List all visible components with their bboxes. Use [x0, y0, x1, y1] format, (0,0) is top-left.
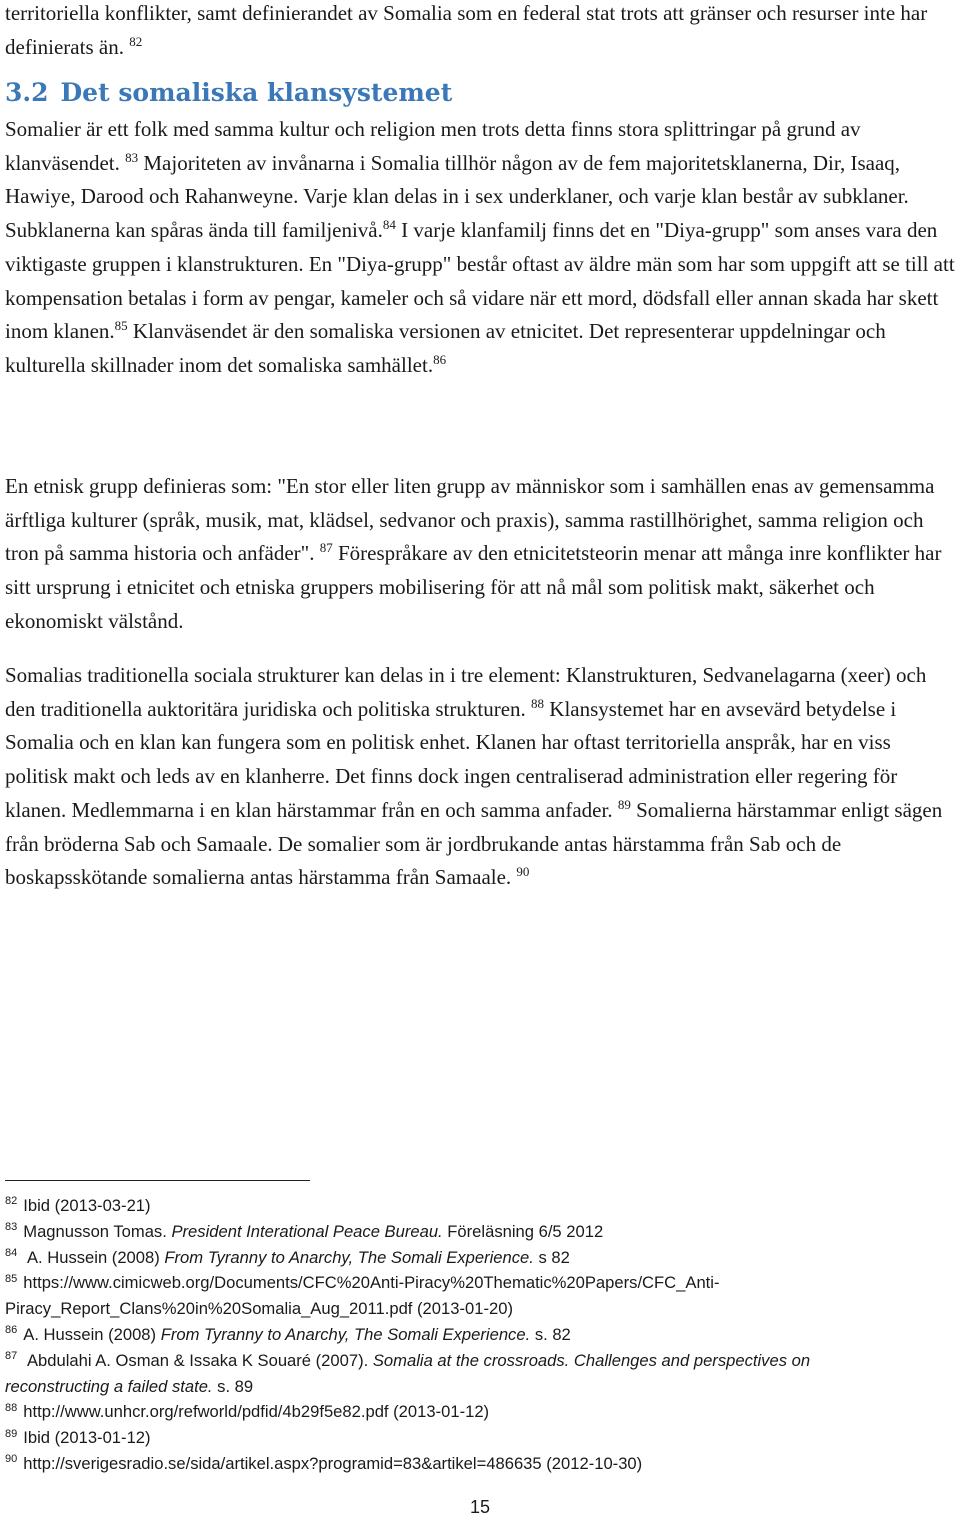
clan-system-paragraph: Somalier är ett folk med samma kultur och religion men trots detta finns stora splittringar på grund av klanväsendet. $^{83}$ Majoriteten av invånarna i Somalia tillhör någon av de fem majoritetsklanerna, Dir, Isaaq, Hawiye, Darood och Rahanweyne. Varje klan delas in i sex underklaner, och varje klan består av subklaner. Subklanerna kan spåras ända till familjenivå.$^{84}$ I varje klanfamilj finns det en "Diya-grupp" som anses vara den viktigaste gruppen i klanstrukturen. En "Diya-grupp" består oftast av äldre män som har som uppgift att se till att kompensation betalas i form av pengar, kameler och så vidare när ett mord, dödsfall eller annan skada har skett inom klanen.$^{85}$ Klanväsendet är den somaliska versionen av etnicitet. Det representerar uppdelningar och kulturella skillnader inom det somaliska samhället.$^{86}$ [5, 117, 955, 377]
footnote-ref-87[interactable]: 87 [319, 540, 333, 556]
footnote-85-link-cont[interactable]: Piracy_Report_Clans%20in%20Somalia_Aug_2011.pdf (2013-01-20) [5, 1299, 513, 1319]
footnote-ref-88[interactable]: 88 [531, 695, 545, 711]
footnote-90-link[interactable]: http://sverigesradio.se/sida/artikel.aspx?programid=83&artikel=486635 (2012-10-30) [23, 1453, 643, 1473]
intro-paragraph: territoriella konflikter, samt definierandet av Somalia som en federal stat trots att gränser och resurser inte har definierats än. $^{82}$ [5, 1, 928, 59]
ethnic-group-paragraph: En etnisk grupp definieras som: "En stor eller liten grupp av människor som i samhällen enas av gemensamma ärftliga kulturer (språk, musik, mat, klädsel, sedvanor och praxis), samma rastillhörighet, samma religion och tron på samma historia och anfäder". $^{87}$ Förespråkare av den etnicitetsteorin menar att många inre konflikter har sitt ursprung i etnicitet och etniska gruppers mobilisering för att nå mål som politisk makt, säkerhet och ekonomiskt välstånd. [5, 474, 942, 633]
footnotes [5, 1193, 955, 1477]
footnote-83: $^{83}$ Magnusson Tomas. President Interational Peace Bureau. Föreläsning 6/5 2012 [5, 1221, 604, 1241]
footnote-ref-83[interactable]: 83 [125, 149, 139, 165]
footnote-85: $^{85}$ https://www.cimicweb.org/Documents/CFC%20Anti-Piracy%20Thematic%20Papers/CFC_Anti- [5, 1272, 720, 1293]
footnote-88: $^{88}$ http://www.unhcr.org/refworld/pdfid/4b29f5e82.pdf (2013-01-12) [5, 1401, 490, 1422]
footnote-84: $^{84}$ A. Hussein (2008) From Tyranny to Anarchy, The Somali Experience. s 82 [5, 1247, 570, 1267]
footnote-divider [5, 1180, 310, 1181]
section-heading [5, 74, 452, 112]
footnote-85-cont [5, 1296, 955, 1322]
section-title: Det somaliska klansystemet [60, 78, 453, 107]
social-structure-paragraph: Somalias traditionella sociala strukturer kan delas in i tre element: Klanstrukturen, Sedvanelagarna (xeer) och den traditionella auktoritära juridiska och politiska strukturen. $^{88}$ Klansystemet har en avsevärd betydelse i Somalia och en klan kan fungera som en politisk enhet. Klanen har oftast territoriella anspråk, har en viss politisk makt och leds av en klanherre. Det finns dock ingen centraliserad administration eller regering för klanen. Medlemmarna i en klan härstammar från en och samma anfader. $^{89}$ Somalierna härstammar enligt sägen från bröderna Sab och Samaale. De somalier som är jordbrukande antas härstamma från Sab och de boskapsskötande somalierna antas härstamma från Samaale. $^{90}$ [5, 663, 943, 890]
footnote-ref-85[interactable]: 85 [114, 318, 128, 334]
section-number: 3.2 [5, 78, 49, 107]
footnote-ref-84[interactable]: 84 [382, 217, 396, 233]
footnote-85-link[interactable]: https://www.cimicweb.org/Documents/CFC%20Anti-Piracy%20Thematic%20Papers/CFC_Anti- [23, 1273, 720, 1293]
footnote-89: $^{89}$ Ibid (2013-01-12) [5, 1427, 151, 1448]
footnote-86: $^{86}$ A. Hussein (2008) From Tyranny to Anarchy, The Somali Experience. s. 82 [5, 1324, 571, 1344]
footnote-ref-86[interactable]: 86 [433, 351, 447, 367]
footnote-88-link[interactable]: http://www.unhcr.org/refworld/pdfid/4b29f5e82.pdf (2013-01-12) [23, 1402, 490, 1422]
footnote-ref-90[interactable]: 90 [516, 864, 530, 880]
footnote-ref-89[interactable]: 89 [617, 796, 631, 812]
footnote-87-cont: reconstructing a failed state. s. 89 [5, 1376, 254, 1396]
footnote-82: $^{82}$ Ibid (2013-03-21) [5, 1195, 151, 1215]
footnote-90: $^{90}$ http://sverigesradio.se/sida/artikel.aspx?programid=83&artikel=486635 (2012-10-30) [5, 1453, 643, 1473]
page-number: 15 [469, 1497, 491, 1517]
footnote-87: $^{87}$ Abdulahi A. Osman & Issaka K Souaré (2007). Somalia at the crossroads. Challenges and perspectives on [5, 1350, 811, 1370]
footnote-ref-82[interactable]: 82 [129, 33, 143, 49]
